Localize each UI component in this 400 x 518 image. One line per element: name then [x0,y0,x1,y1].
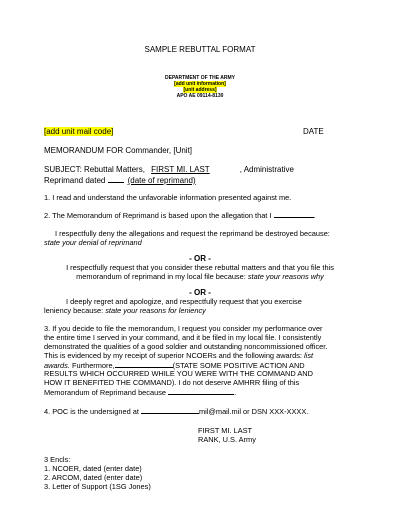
subject-line-2 [44,175,202,186]
poc-email-blank [141,406,199,414]
paragraph-3-caps-end: HOW IT BENEFITED THE COMMAND). [44,378,177,387]
consider-line-2-italic: state your reasons why [247,272,324,281]
subject-reprimand-dated: Reprimand dated [44,176,108,185]
enclosure-item: 1. NCOER, dated (enter date) [44,464,142,473]
unit-mail-code [44,127,113,137]
consider-line-1: I respectfully request that you consider these rebuttal matters and that you file this [66,263,334,272]
paragraph-3-line-3: demonstrated the qualities of a good soldier and outstanding noncommissioned officer. [44,342,328,351]
paragraph-2 [44,210,316,221]
regret-line-1: I deeply regret and apologize, and respectfully request that you exercise [66,297,302,306]
deny-line-1: I respectfully deny the allegations and request the reprimand be destroyed because: [55,229,330,238]
subject-line [44,165,294,175]
enclosures-label: 3 Encls: [44,455,71,464]
apo-address: APO AE 09114-8130 [176,93,224,99]
regret-line-2-text: leniency because: [44,306,106,315]
paragraph-3-line-2: the entire time I served in your command, and it be filed in my local file. I consistently [44,333,322,342]
department-name: DEPARTMENT OF THE ARMY [165,75,235,81]
subject-suffix: , Administrative [239,165,294,174]
paragraph-4 [44,406,308,417]
paragraph-4-contact: mil@mail.mil or DSN XXX-XXXX. [198,407,309,416]
memorandum-for: MEMORANDUM FOR Commander, [Unit] [44,146,193,155]
deny-line-2: state your denial of reprimand [44,238,142,247]
consider-line-2-text: memorandum of reprimand in my local file because: [76,272,248,281]
mail-code-highlight: [add unit mail code] [44,127,114,136]
signature-name: FIRST MI. LAST [198,426,253,435]
date-label: DATE [303,127,324,136]
paragraph-3-caps-start: (STATE SOME POSITIVE ACTION AND [172,361,305,370]
paragraph-3-awards-italic: awards. [44,361,70,370]
or-separator-2: - OR - [189,288,211,297]
amhrr-reason-blank [168,387,237,397]
regret-line-2-italic: state your reasons for leniency [105,306,206,315]
regret-line-2 [44,306,206,316]
paragraph-2-text: 2. The Memorandum of Reprimand is based upon the allegation that I [44,211,274,220]
paragraph-3-line-8 [44,387,236,398]
unit-info-highlight: [add unit information] [174,81,226,87]
paragraph-3-furthermore: Furthermore, [69,361,115,370]
document-title: SAMPLE REBUTTAL FORMAT [144,45,256,54]
positive-action-blank [115,360,173,368]
consider-line-2 [0,272,400,282]
paragraph-3-line-1: 3. If you decide to file the memorandum, I request you consider my performance over [44,324,323,333]
paragraph-3-line-7-text: I do not deserve AMHRR filing of this [176,378,300,387]
allegation-blank [274,210,314,218]
paragraph-3-line-4-italic: list [304,351,314,360]
date-blank [108,175,124,183]
signature-rank: RANK, U.S. Army [198,435,256,444]
paragraph-3-line-4-text: This is evidenced by my receipt of superior NCOERs and the following awards: [44,351,305,360]
or-separator-1: - OR - [189,254,211,263]
reprimand-date-field: (date of reprimand) [127,176,196,185]
subject-prefix: SUBJECT: Rebuttal Matters, [44,165,148,174]
paragraph-3-line-8-end: . [234,388,237,397]
subject-name-field: FIRST MI. LAST [151,165,210,174]
paragraph-3-line-6: RESULTS WHICH OCCURRED WHILE YOU WERE WITH THE COMMAND AND [44,369,313,378]
paragraph-2-end: . [313,211,316,220]
unit-address-highlight: [unit address] [183,87,217,93]
enclosure-item: 2. ARCOM, dated (enter date) [44,473,143,482]
paragraph-3-line-8-text: Memorandum of Reprimand because [44,388,169,397]
paragraph-1: 1. I read and understand the unfavorable information presented against me. [44,193,292,202]
paragraph-4-text: 4. POC is the undersigned at [44,407,141,416]
enclosure-item: 3. Letter of Support (1SG Jones) [44,482,151,491]
